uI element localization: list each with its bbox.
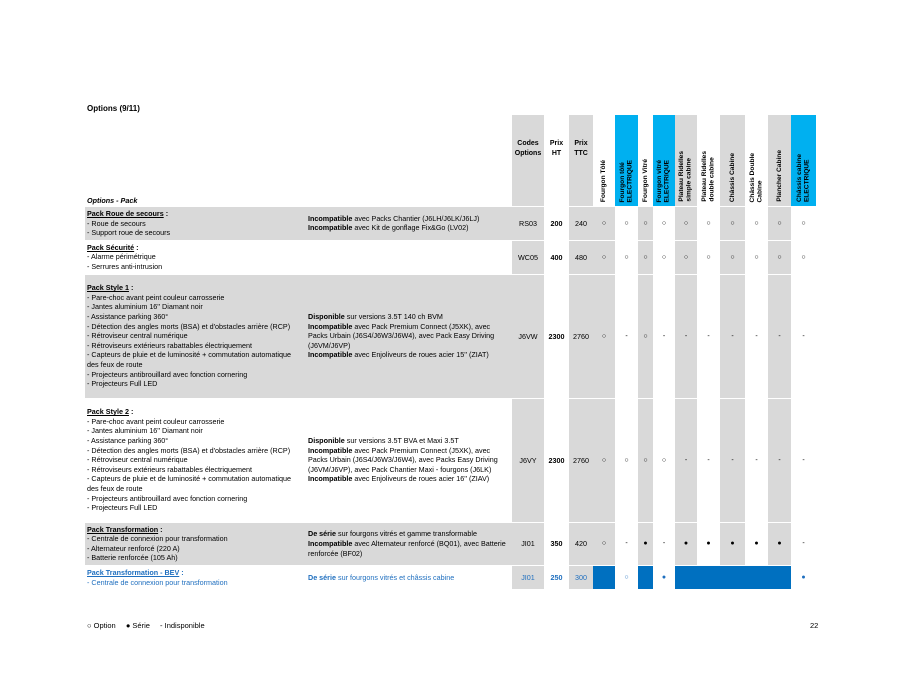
note-text: sur versions 3.5T 140 ch BVM <box>344 312 443 322</box>
table-row <box>85 398 816 522</box>
availability-cell: ○ <box>615 398 638 522</box>
version-header-label: Châssis Cabine <box>728 152 736 202</box>
availability-cell <box>697 565 720 589</box>
availability-cell: - <box>653 274 675 398</box>
availability-cell: ○ <box>593 522 615 565</box>
note-keyword: De série <box>308 572 336 582</box>
version-header <box>745 115 768 207</box>
pack-description <box>85 398 306 522</box>
note-line <box>308 322 510 351</box>
availability-cell: ○ <box>768 240 791 274</box>
availability-cell: - <box>791 398 816 522</box>
pack-item: - Projecteurs antibrouillard avec fonction cornering <box>87 493 248 503</box>
availability-cell <box>720 565 745 589</box>
price-ht: 400 <box>544 240 569 274</box>
pack-notes <box>306 240 512 274</box>
note-text: avec Enjoliveurs de roues acier 15'' (ZIAT) <box>352 350 489 360</box>
availability-cell: ● <box>720 522 745 565</box>
price-ttc: 2760 <box>569 274 593 398</box>
availability-cell: ○ <box>697 240 720 274</box>
note-line <box>308 436 510 446</box>
option-code: J6VW <box>512 274 544 398</box>
note-text: sur fourgons vitrés et châssis cabine <box>335 572 455 582</box>
pack-notes <box>306 398 512 522</box>
table-body <box>85 207 816 590</box>
pack-item: - Assistance parking 360° <box>87 312 169 322</box>
availability-cell: ○ <box>720 240 745 274</box>
codes-header-label: Codes Options <box>514 139 542 157</box>
availability-cell: - <box>768 274 791 398</box>
note-text: avec Pack Premium Connect (J5XK), avec Packs Urbain (J6S4/J6W3/J6W4), avec Pack Easy Driving (J6VM/J6VP) <box>308 321 495 350</box>
pack-item: - Détection des angles morts (BSA) et d'obstacles arrière (RCP) <box>87 321 291 331</box>
option-code: JI01 <box>512 565 544 589</box>
availability-cell: - <box>697 274 720 398</box>
legend-option: ○ Option <box>87 621 116 630</box>
pack-notes <box>306 207 512 241</box>
pack-item: - Alternateur renforcé (220 A) <box>87 543 180 553</box>
version-header-label: Fourgon Tôlé <box>600 159 608 202</box>
availability-cell <box>638 565 653 589</box>
note-line <box>308 350 510 360</box>
pack-title-suffix: : <box>179 567 184 577</box>
availability-cell <box>768 565 791 589</box>
pack-item: - Support roue de secours <box>87 228 171 238</box>
availability-cell: ○ <box>593 207 615 241</box>
pack-title-suffix: : <box>128 283 134 293</box>
prix-ttc-header-label: Prix TTC <box>574 139 588 157</box>
table-row <box>85 207 816 241</box>
table-row <box>85 240 816 274</box>
note-keyword: Disponible <box>308 312 345 322</box>
pack-item: - Roue de secours <box>87 218 146 228</box>
table-row <box>85 565 816 589</box>
availability-cell: - <box>791 522 816 565</box>
pack-item: - Pare-choc avant peint couleur carrosserie <box>87 292 225 302</box>
availability-cell: ○ <box>615 565 638 589</box>
version-header-label: Châssis Double Cabine <box>748 152 764 202</box>
pack-description <box>85 565 306 589</box>
availability-cell: ● <box>768 522 791 565</box>
price-ht: 200 <box>544 207 569 241</box>
availability-cell: - <box>697 398 720 522</box>
note-keyword: Incompatible <box>308 538 353 548</box>
note-line <box>308 223 510 233</box>
note-keyword: Incompatible <box>308 223 353 233</box>
note-keyword: Incompatible <box>308 321 353 331</box>
note-line <box>308 214 510 224</box>
note-keyword: Incompatible <box>308 474 353 484</box>
notes-header <box>306 115 512 207</box>
option-code: WC05 <box>512 240 544 274</box>
availability-cell: ○ <box>791 240 816 274</box>
version-header <box>593 115 615 207</box>
pack-title: Pack Style 2 <box>87 407 129 417</box>
pack-title: Pack Transformation <box>87 524 159 534</box>
pack-title[interactable]: Pack Transformation - BEV <box>87 567 180 577</box>
note-line <box>308 573 510 583</box>
availability-cell: - <box>745 398 768 522</box>
availability-cell: ○ <box>593 274 615 398</box>
availability-cell: ● <box>791 565 816 589</box>
price-ttc: 240 <box>569 207 593 241</box>
availability-cell: - <box>675 274 697 398</box>
availability-cell: ○ <box>791 207 816 241</box>
pack-item: - Détection des angles morts (BSA) et d'obstacles arrière (RCP) <box>87 445 291 455</box>
pack-description <box>85 240 306 274</box>
pack-item: - Centrale de connexion pour transformation <box>87 534 228 544</box>
note-text: avec Kit de gonflage Fix&Go (LV02) <box>352 223 469 233</box>
prix-ttc-header <box>569 115 593 207</box>
pack-item: - Capteurs de pluie et de luminosité + commutation automatique des feux de route <box>87 474 291 494</box>
pack-title: Pack Roue de secours <box>87 209 164 218</box>
version-header <box>653 115 675 207</box>
availability-cell: - <box>745 274 768 398</box>
note-line <box>308 529 510 539</box>
prix-ht-header <box>544 115 569 207</box>
note-keyword: Incompatible <box>308 350 353 360</box>
pack-item: - Pare-choc avant peint couleur carrosserie <box>87 416 225 426</box>
pack-item: - Alarme périmétrique <box>87 252 156 262</box>
availability-cell: ○ <box>720 207 745 241</box>
version-header <box>675 115 697 207</box>
pack-description <box>85 522 306 565</box>
version-header <box>697 115 720 207</box>
pack-item: - Assistance parking 360° <box>87 436 169 446</box>
availability-cell <box>593 565 615 589</box>
pack-item: - Rétroviseur central numérique <box>87 455 188 465</box>
note-line <box>308 312 510 322</box>
availability-cell <box>745 565 768 589</box>
page-title: Options (9/11) <box>87 104 140 113</box>
version-header-label: Fourgon tôlé ELECTRIQUE <box>618 159 634 202</box>
version-header <box>615 115 638 207</box>
availability-cell: ○ <box>638 274 653 398</box>
pack-item: - Batterie renforcée (105 Ah) <box>87 553 178 563</box>
pack-notes <box>306 522 512 565</box>
pack-item: - Capteurs de pluie et de luminosité + commutation automatique des feux de route <box>87 350 291 370</box>
version-header-label: Fourgon Vitré <box>641 158 649 202</box>
table-row <box>85 522 816 565</box>
availability-cell: ● <box>675 522 697 565</box>
pack-title: Pack Sécurité <box>87 242 135 252</box>
pack-item: - Centrale de connexion pour transformation <box>87 577 228 587</box>
note-keyword: Incompatible <box>308 213 353 223</box>
option-code: RS03 <box>512 207 544 241</box>
note-text: sur versions 3.5T BVA et Maxi 3.5T <box>344 436 459 446</box>
availability-cell: ○ <box>615 207 638 241</box>
price-ht: 350 <box>544 522 569 565</box>
pack-title-suffix: : <box>128 407 134 417</box>
pack-item: - Projecteurs antibrouillard avec fonction cornering <box>87 369 248 379</box>
option-code: J6VY <box>512 398 544 522</box>
pack-item: - Rétroviseurs extérieurs rabattables électriquement <box>87 340 252 350</box>
options-table <box>85 115 816 589</box>
availability-cell: - <box>720 398 745 522</box>
availability-cell: ○ <box>593 240 615 274</box>
pack-title-suffix: : <box>158 524 163 534</box>
availability-cell: ○ <box>768 207 791 241</box>
availability-cell: - <box>615 274 638 398</box>
price-ht: 2300 <box>544 398 569 522</box>
version-header <box>720 115 745 207</box>
note-line <box>308 446 510 475</box>
availability-cell: ○ <box>745 207 768 241</box>
pack-item: - Projecteurs Full LED <box>87 503 158 513</box>
note-text: sur fourgons vitrés et gamme transformable <box>335 529 477 539</box>
availability-cell: - <box>615 522 638 565</box>
note-keyword: Incompatible <box>308 445 353 455</box>
option-code: JI01 <box>512 522 544 565</box>
legend <box>87 621 213 630</box>
note-line <box>308 539 510 558</box>
availability-cell: ○ <box>638 207 653 241</box>
prix-ht-header-label: Prix HT <box>549 139 564 157</box>
version-header-label: Fourgon vitré ELECTRIQUE <box>656 159 671 202</box>
version-header-label: Plateau Ridelles simple cabine <box>678 151 693 202</box>
availability-cell: ● <box>697 522 720 565</box>
availability-cell: ● <box>745 522 768 565</box>
price-ht: 2300 <box>544 274 569 398</box>
pack-title: Pack Style 1 <box>87 283 129 293</box>
availability-cell: - <box>791 274 816 398</box>
availability-cell: ○ <box>653 207 675 241</box>
availability-cell: ○ <box>638 240 653 274</box>
version-header-label: Plateau Ridelles double cabine <box>700 151 716 202</box>
pack-item: - Serrures anti-intrusion <box>87 261 163 271</box>
note-keyword: Disponible <box>308 436 345 446</box>
pack-notes <box>306 565 512 589</box>
availability-cell: ○ <box>745 240 768 274</box>
note-line <box>308 474 510 484</box>
pack-description <box>85 274 306 398</box>
note-text: avec Packs Chantier (J6LH/J6LK/J6LJ) <box>352 213 480 223</box>
pack-item: - Jantes aluminium 16'' Diamant noir <box>87 426 203 436</box>
pack-item: - Rétroviseurs extérieurs rabattables électriquement <box>87 464 252 474</box>
availability-cell: ○ <box>615 240 638 274</box>
note-text: avec Pack Premium Connect (J5XK), avec Packs Urbain (J6S4/J6W3/J6W4), avec Packs Easy Driving (J6VM/J6VP), avec Pack Chantier Maxi - fourgons (J6LK) <box>308 445 498 474</box>
version-header <box>638 115 653 207</box>
availability-cell: ● <box>638 522 653 565</box>
page-number: 22 <box>810 621 819 630</box>
availability-cell: ● <box>653 565 675 589</box>
availability-cell: - <box>720 274 745 398</box>
version-header <box>791 115 816 207</box>
codes-header <box>512 115 544 207</box>
availability-cell: - <box>653 522 675 565</box>
availability-cell: ○ <box>675 240 697 274</box>
availability-cell: ○ <box>638 398 653 522</box>
table-header-row <box>85 115 816 207</box>
note-text: avec Alternateur renforcé (BQ01), avec Batterie renforcée (BF02) <box>308 538 506 558</box>
availability-cell: ○ <box>653 398 675 522</box>
version-header <box>768 115 791 207</box>
price-ttc: 300 <box>569 565 593 589</box>
availability-cell: ○ <box>593 398 615 522</box>
availability-cell: ○ <box>675 207 697 241</box>
availability-cell: - <box>768 398 791 522</box>
pack-title-suffix: : <box>163 209 169 218</box>
pack-title-suffix: : <box>134 242 139 252</box>
availability-cell: ○ <box>653 240 675 274</box>
price-ttc: 480 <box>569 240 593 274</box>
pack-description <box>85 207 306 241</box>
section-label: Options - Pack <box>85 115 306 207</box>
pack-item: - Projecteurs Full LED <box>87 379 158 389</box>
version-header-label: Plancher Cabine <box>775 150 783 202</box>
pack-notes <box>306 274 512 398</box>
legend-serie: ● Série <box>125 621 150 630</box>
price-ttc: 2760 <box>569 398 593 522</box>
availability-cell <box>675 565 697 589</box>
note-text: avec Enjoliveurs de roues acier 16'' (ZIAV) <box>352 474 490 484</box>
availability-cell: - <box>675 398 697 522</box>
legend-indisponible: - Indisponible <box>160 621 205 630</box>
table-row <box>85 274 816 398</box>
price-ttc: 420 <box>569 522 593 565</box>
pack-item: - Rétroviseur central numérique <box>87 331 188 341</box>
version-header-label: Châssis cabine ELECTRIQUE <box>795 153 811 202</box>
pack-item: - Jantes aluminium 16'' Diamant noir <box>87 302 203 312</box>
note-keyword: De série <box>308 529 336 539</box>
availability-cell: ○ <box>697 207 720 241</box>
price-ht: 250 <box>544 565 569 589</box>
